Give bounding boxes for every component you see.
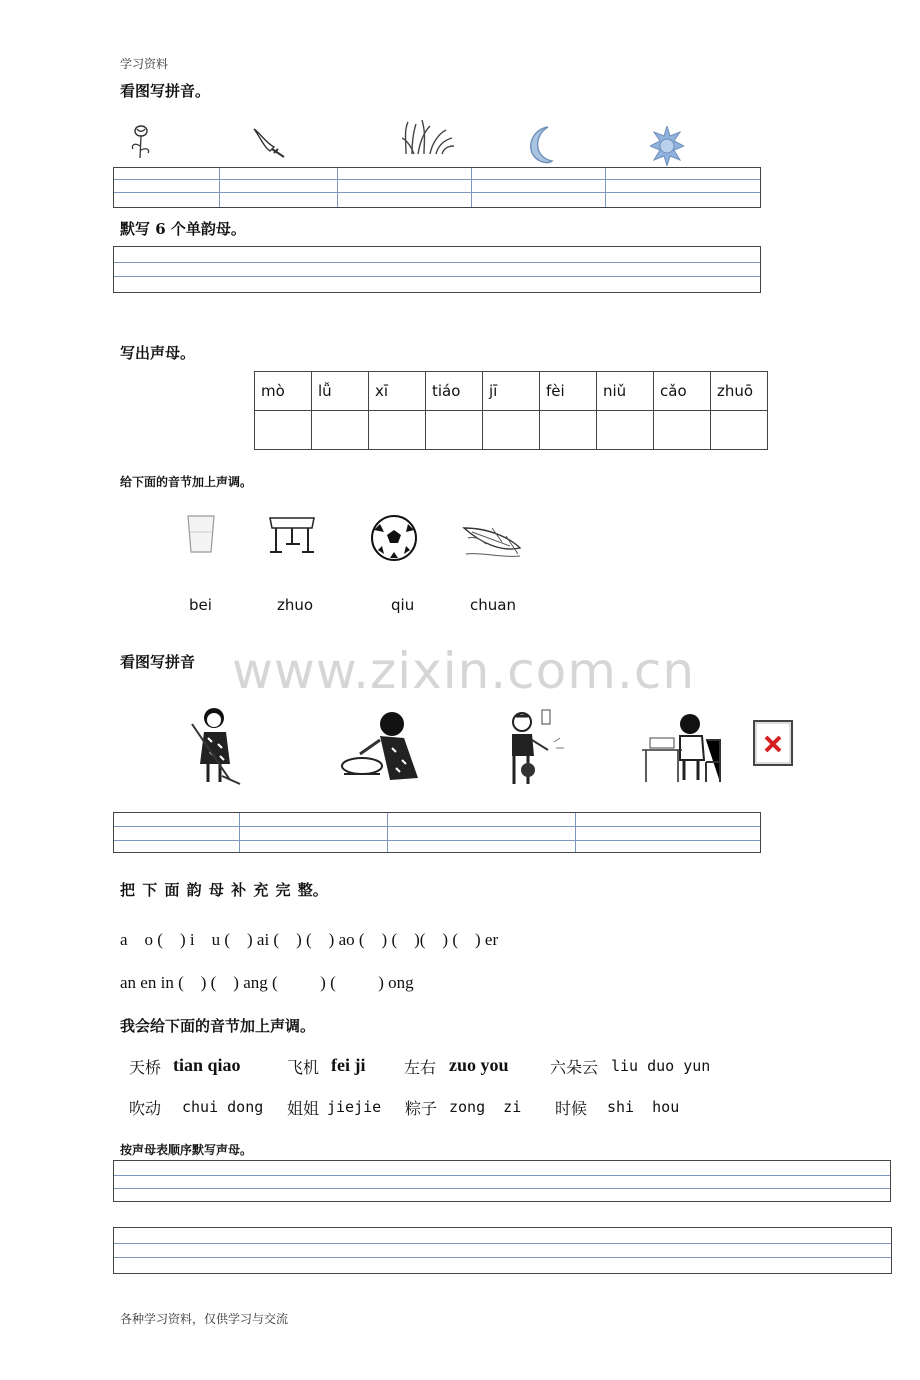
answer-cell[interactable] [369, 411, 426, 450]
initials-writing-lines-2[interactable] [113, 1227, 892, 1274]
answer-cell[interactable] [711, 411, 768, 450]
woman-washing-icon [340, 708, 432, 784]
answer-cell[interactable] [597, 411, 654, 450]
finals-line-2: an en in ( ) ( ) ang ( ) ( ) ong [120, 973, 414, 992]
word-cn: 天桥 [129, 1058, 162, 1077]
section-title-initials-order: 按声母表顺序默写声母。 [120, 1143, 253, 1157]
answer-cell[interactable] [312, 411, 369, 450]
word-cn: 时候 [555, 1099, 588, 1118]
tone-word: chuan [470, 596, 516, 614]
rose-icon [124, 120, 158, 160]
tone-word: bei [189, 596, 212, 614]
pinyin-row [255, 372, 768, 411]
section-title-single-finals: 默写 6 个单韵母。 [120, 220, 246, 238]
word-cn: 飞机 [287, 1058, 320, 1077]
boy-cleaning-icon [498, 708, 568, 788]
tone-word: qiu [391, 596, 415, 614]
page-footer: 各种学习资料，仅供学习与交流 [120, 1312, 289, 1326]
pinyin-cell: tiáo [426, 372, 483, 411]
answer-row [255, 411, 768, 450]
girl-sweeping-icon [182, 704, 252, 786]
initials-writing-lines-1[interactable] [113, 1160, 891, 1202]
pinyin-cell: mò [255, 372, 312, 411]
tone-word: zhuo [277, 596, 314, 614]
pinyin-writing-grid-1[interactable] [113, 167, 761, 208]
moon-icon [526, 125, 556, 165]
broken-image-icon [753, 720, 793, 766]
answer-cell[interactable] [255, 411, 312, 450]
word-pinyin: jiejie [327, 1098, 382, 1116]
word-cn: 姐姐 [287, 1099, 320, 1118]
glass-icon [185, 514, 217, 554]
section-title-initials: 写出声母。 [120, 344, 196, 362]
section-title-look-write: 看图写拼音。 [120, 82, 211, 100]
word-pinyin: zong zi [449, 1098, 522, 1116]
section-title-complete-finals: 把 下 面 韵 母 补 充 完 整。 [120, 881, 328, 899]
section-title-look-write-2: 看图写拼音 [120, 653, 196, 671]
answer-cell[interactable] [540, 411, 597, 450]
pinyin-cell: jī [483, 372, 540, 411]
grass-icon [402, 118, 456, 156]
initials-table [254, 371, 768, 450]
answer-cell[interactable] [426, 411, 483, 450]
word-cn: 粽子 [405, 1099, 438, 1118]
word-cn: 左右 [404, 1058, 437, 1077]
pinyin-cell: niǔ [597, 372, 654, 411]
word-cn: 吹动 [129, 1099, 162, 1118]
section-title-add-tones: 给下面的音节加上声调。 [120, 475, 253, 489]
desk-icon [266, 514, 318, 556]
pinyin-cell: zhuō [711, 372, 768, 411]
word-pinyin: liu duo yun [611, 1057, 711, 1075]
finals-writing-lines[interactable] [113, 246, 761, 293]
watermark: www.zixin.com.cn [232, 642, 696, 700]
word-cn: 六朵云 [550, 1058, 599, 1077]
finals-line-1: a o ( ) i u ( ) ai ( ) ( ) ao ( ) ( )( ) ( ) er [120, 930, 499, 949]
word-pinyin: zuo you [449, 1055, 509, 1075]
ball-icon [368, 514, 420, 562]
pinyin-writing-grid-2[interactable] [113, 812, 761, 853]
word-pinyin: tian qiao [173, 1055, 241, 1075]
section-title-tones-2: 我会给下面的音节加上声调。 [120, 1017, 316, 1035]
boy-reading-icon [640, 710, 728, 786]
answer-cell[interactable] [654, 411, 711, 450]
pinyin-cell: lǚ [312, 372, 369, 411]
word-pinyin: shi hou [607, 1098, 680, 1116]
pinyin-cell: fèi [540, 372, 597, 411]
page-header: 学习资料 [120, 57, 169, 71]
sun-icon [650, 126, 684, 166]
word-pinyin: fei ji [331, 1055, 366, 1075]
pinyin-cell: cǎo [654, 372, 711, 411]
boat-icon [462, 518, 522, 560]
knife-icon [250, 125, 290, 161]
answer-cell[interactable] [483, 411, 540, 450]
pinyin-cell: xī [369, 372, 426, 411]
word-pinyin: chui dong [182, 1098, 264, 1116]
